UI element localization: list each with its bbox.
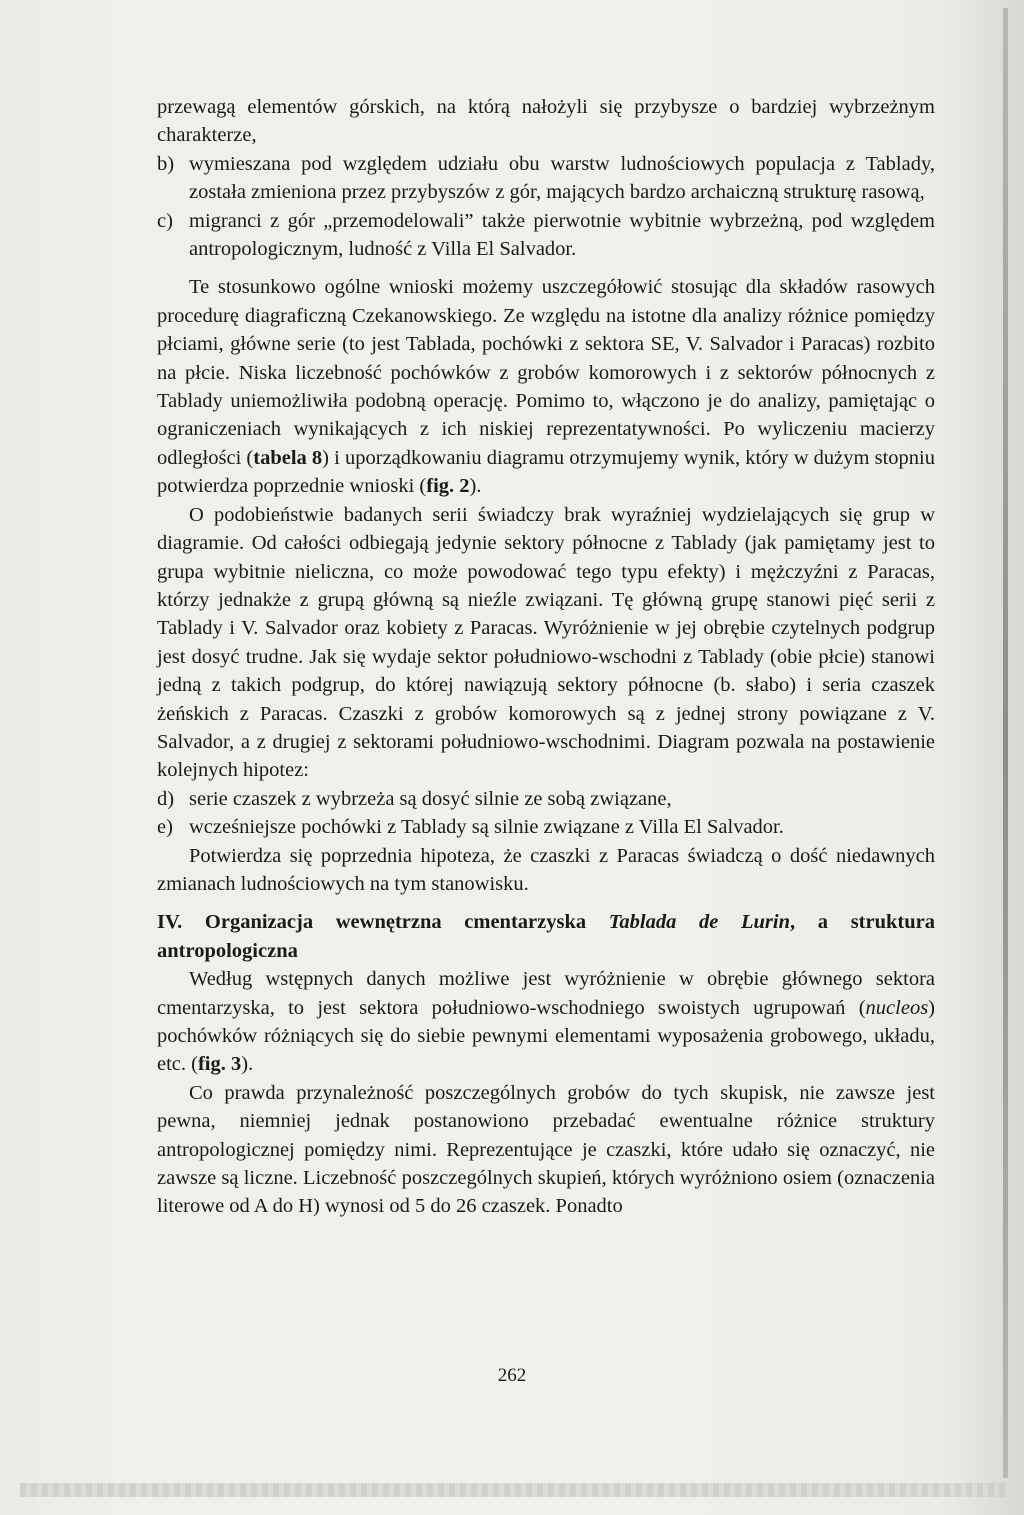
figure-reference: fig. 3 [197,1053,242,1076]
section-heading: IV. Organizacja wewnętrzna cmentarzyska Tablada de Lurin, a struktura antropologiczna [157,911,935,962]
list-text: serie czaszek z wybrzeża są dosyć silnie ze sobą związane, [189,787,672,810]
body-text [157,93,935,1221]
list-text: wymieszana pod względem udziału obu warstw ludnościowych populacja z Tablady, została zmieniona przez przybyszów z gór, mających bardzo archaiczną strukturę rasową, [189,152,935,204]
paragraph-4: Potwierdza się poprzednia hipoteza, że czaszki z Paracas świadczą o dość niedawnych zmianach ludnościowych na tym stanowisku. [157,844,935,895]
paragraph-6: Co prawda przynależność poszczególnych grobów do tych skupisk, nie zawsze jest pewna, niemniej jednak postanowiono przebadać ewentualne różnice struktury antropologicznej pomiędzy nimi. Reprezentujące je czaszki, które udało się oznaczyć, nie zawsze są liczne. Liczebność poszczególnych skupień, których wyróżniono osiem (oznaczenia literowe od A do H) wynosi od 5 do 26 czaszek. Ponadto [157,1081,935,1218]
list-item-e [157,813,935,841]
paragraph-2: Te stosunkowo ogólne wnioski możemy uszczegółowić stosując dla składów rasowych procedurę diagraficzną Czekanowskiego. Ze względu na istotne dla analizy różnice pomiędzy płciami, główne serie (to jest Tablada, pochówki z sektora SE, V. Salvador i Paracas) rozbito na płcie. Niska liczebność pochówków z grobów komorowych i z sektorów północnych z Tablady uniemożliwiła podobną operację. Pomimo to, włączono je do analizy, pamiętając o ograniczeniach wynikających z ich niskiej reprezentatywności. Po wyliczeniu macierzy odległości (tabela 8) i uporządkowaniu diagramu otrzymujemy wynik, który w dużym stopniu potwierdza poprzednie wnioski (fig. 2). [157,276,935,498]
list-text: wcześniejsze pochówki z Tablady są silnie związane z Villa El Salvador. [189,816,784,839]
list-text: migranci z gór „przemodelowali” także pierwotnie wybitnie wybrzeżną, pod względem antropologicznym, ludność z Villa El Salvador. [189,209,935,261]
figure-reference: fig. 2 [426,475,470,498]
list-item-b [157,150,935,207]
list-label: e) [157,816,173,839]
page-number: 262 [497,1365,527,1386]
list-item-c [157,207,935,264]
scan-bottom-strip [20,1483,1008,1497]
table-reference: tabela 8 [253,446,323,469]
list-label: b) [157,152,175,175]
list-item-d [157,785,935,813]
page-edge-shadow [1003,8,1008,1478]
list-label: c) [157,209,173,232]
paragraph-5: Według wstępnych danych możliwe jest wyróżnienie w obrębie głównego sektora cmentarzyska, to jest sektora południowo-wschodniego swoistych ugrupowań (nucleos) pochówków różniących się do siebie pewnymi elementami wyposażenia grobowego, układu, etc. (fig. 3). [157,968,935,1076]
list-label: d) [157,787,175,810]
paragraph-3: O podobieństwie badanych serii świadczy brak wyraźniej wydzielających się grup w diagramie. Od całości odbiegają jedynie sektory północne z Tablady (jak pamiętamy jest to grupa wybitnie nieliczna, co może powodować tego typu efekty) i mężczyźni z Paracas, którzy jednakże z grupą główną są nieźle związani. Tę główną grupę stanowi pięć serii z Tablady i V. Salvador oraz kobiety z Paracas. Wyróżnienie w jej obrębie czytelnych podgrup jest dosyć trudne. Jak się wydaje sektor południowo-wschodni z Tablady (obie płcie) stanowi jedną z takich podgrup, do której nawiązują sektory północne (b. słabo) i seria czaszek żeńskich z Paracas. Czaszki z grobów komorowych są z jednej strony powiązane z V. Salvador, a z drugiej z sektorami południowo-wschodnimi. Diagram pozwala na postawienie kolejnych hipotez: [157,503,935,782]
paragraph-continued: przewagą elementów górskich, na którą nałożyli się przybysze o bardziej wybrzeżnym charakterze, [157,96,935,147]
